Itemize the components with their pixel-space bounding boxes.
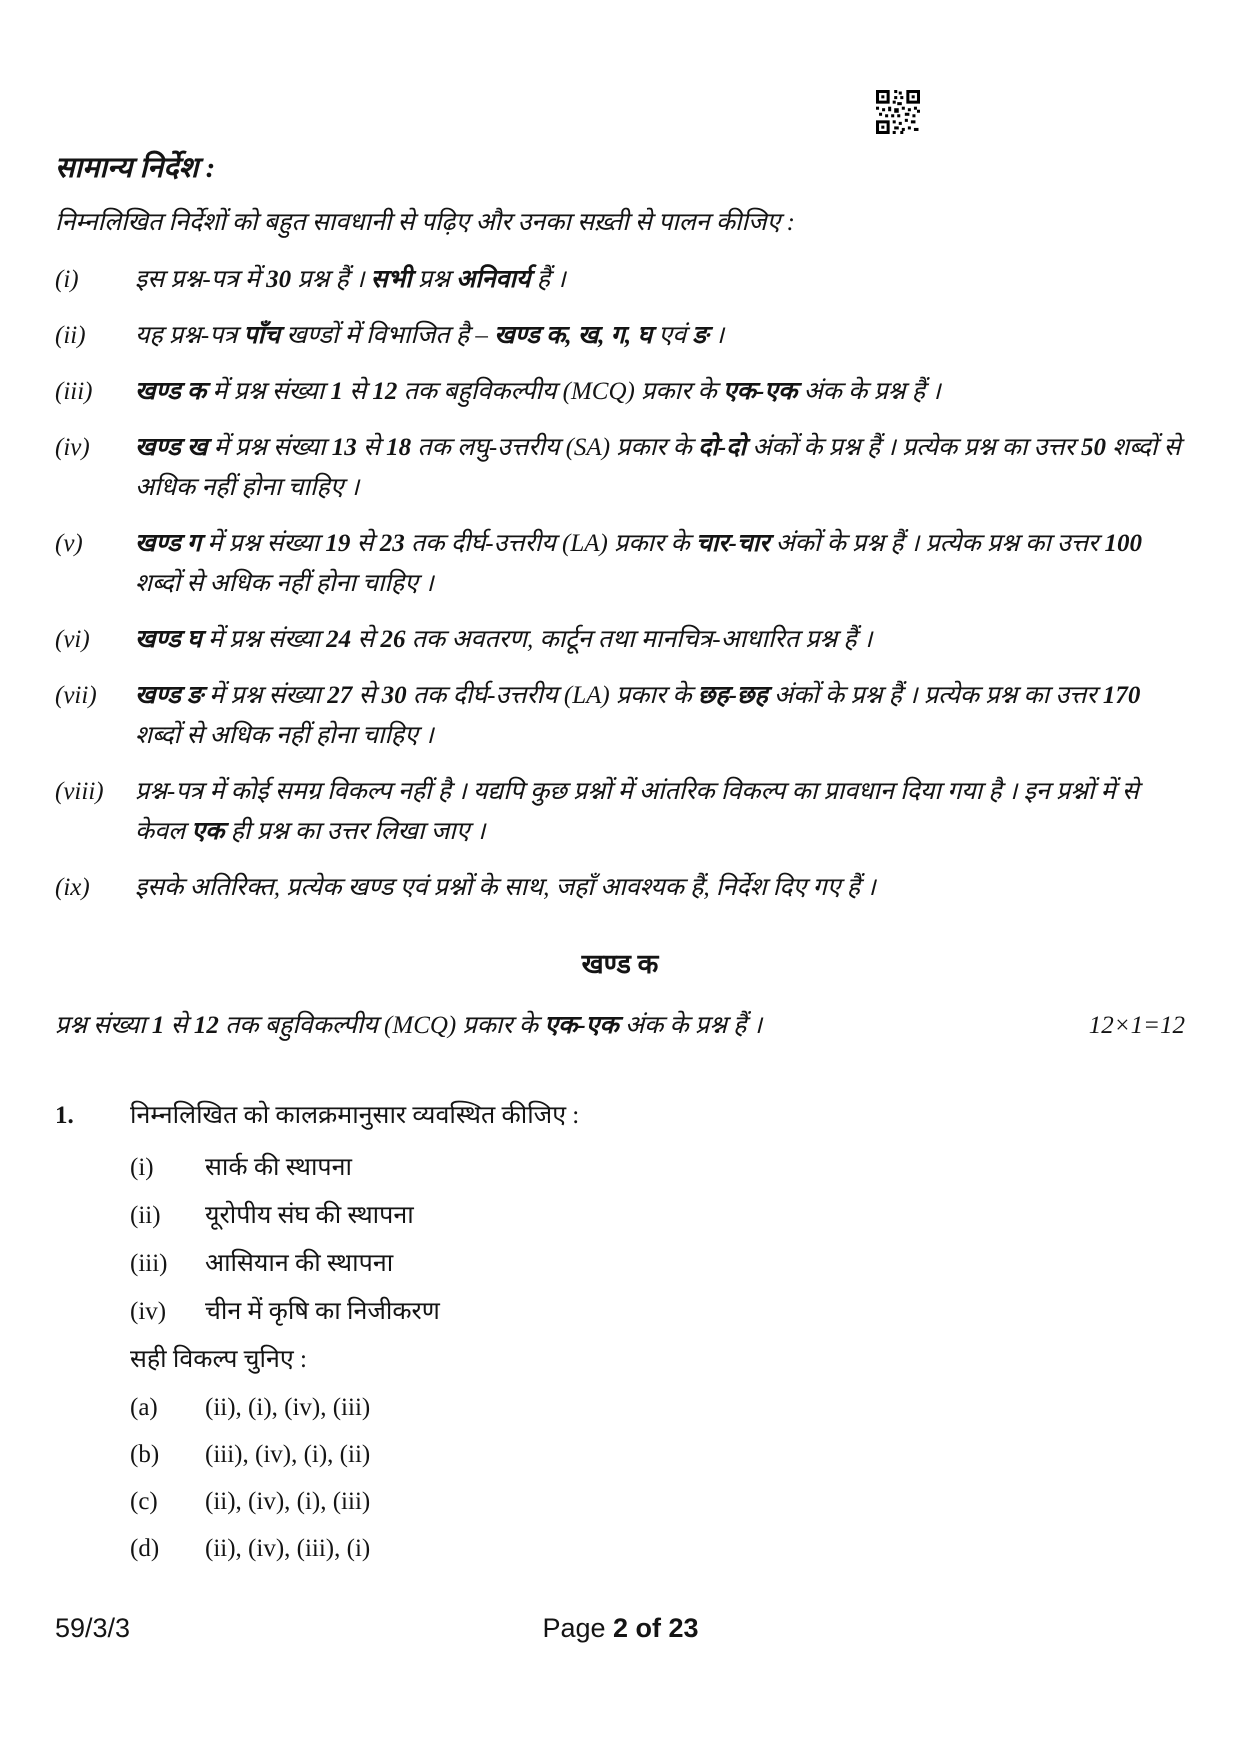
- page-number: Page 2 of 23: [542, 1613, 699, 1643]
- instruction-label: (vii): [55, 682, 97, 709]
- page-content: [55, 148, 1185, 1576]
- question-list-item-label: (iii): [130, 1250, 168, 1277]
- section-a-marks: 12×1=12: [1088, 1012, 1185, 1039]
- instruction-text: प्रश्न-पत्र में कोई समग्र विकल्प नहीं है । यद्यपि कुछ प्रश्नों में आंतरिक विकल्प का प्रावधान दिया गया है । इन प्रश्नों में से केवल एक ही प्रश्न का उत्तर लिखा जाए ।: [135, 778, 1139, 845]
- question-text: निम्नलिखित को कालक्रमानुसार व्यवस्थित कीजिए :: [130, 1102, 580, 1129]
- section-a-intro: [55, 1006, 1185, 1046]
- question-list-item: [130, 1196, 1185, 1236]
- question-list-item-label: (i): [130, 1154, 154, 1181]
- answer-option-text: (ii), (i), (iv), (iii): [205, 1394, 371, 1421]
- instruction-label: (ix): [55, 874, 90, 901]
- instruction-text: खण्ड ग में प्रश्न संख्या 19 से 23 तक दीर्घ-उत्तरीय (LA) प्रकार के चार-चार अंकों के प्रश्न हैं । प्रत्येक प्रश्न का उत्तर 100 शब्दों से अधिक नहीं होना चाहिए ।: [135, 530, 1142, 597]
- qr-code-icon: [876, 90, 920, 134]
- answer-option-label: (a): [130, 1394, 158, 1421]
- question-number: 1.: [55, 1102, 74, 1129]
- instruction-item: [55, 524, 1185, 604]
- instruction-text: खण्ड ख में प्रश्न संख्या 13 से 18 तक लघु-उत्तरीय (SA) प्रकार के दो-दो अंकों के प्रश्न हैं । प्रत्येक प्रश्न का उत्तर 50 शब्दों से अधिक नहीं होना चाहिए ।: [135, 434, 1181, 501]
- answer-option: [130, 1529, 1185, 1569]
- answer-option: [130, 1482, 1185, 1522]
- instruction-label: (vi): [55, 626, 90, 653]
- question-list-item-text: चीन में कृषि का निजीकरण: [205, 1298, 440, 1325]
- instruction-text: इस प्रश्न-पत्र में 30 प्रश्न हैं । सभी प्रश्न अनिवार्य हैं ।: [135, 266, 566, 293]
- question-list-item-text: यूरोपीय संघ की स्थापना: [205, 1202, 414, 1229]
- question-list-item-text: सार्क की स्थापना: [205, 1154, 352, 1181]
- instructions-list: [55, 260, 1185, 908]
- question-list-item: [130, 1292, 1185, 1332]
- answer-option-text: (ii), (iv), (i), (iii): [205, 1488, 371, 1515]
- instruction-item: [55, 772, 1185, 852]
- answer-option-text: (iii), (iv), (i), (ii): [205, 1441, 371, 1468]
- instruction-item: [55, 868, 1185, 908]
- instruction-item: [55, 428, 1185, 508]
- instruction-item: [55, 316, 1185, 356]
- answer-option: [130, 1388, 1185, 1428]
- page-footer: [0, 1608, 1241, 1648]
- instruction-item: [55, 260, 1185, 300]
- instruction-label: (ii): [55, 322, 86, 349]
- instruction-text: यह प्रश्न-पत्र पाँच खण्डों में विभाजित है – खण्ड क, ख, ग, घ एवं ङ ।: [135, 322, 725, 349]
- instruction-item: [55, 620, 1185, 660]
- question-list-item-text: आसियान की स्थापना: [205, 1250, 394, 1277]
- question-list-item: [130, 1244, 1185, 1284]
- question-1: [55, 1096, 1185, 1569]
- general-instructions-intro: निम्नलिखित निर्देशों को बहुत सावधानी से पढ़िए और उनका सख़्ती से पालन कीजिए :: [55, 209, 795, 236]
- instruction-label: (iii): [55, 378, 93, 405]
- general-instructions-heading: सामान्य निर्देश :: [55, 152, 216, 184]
- answer-option-label: (d): [130, 1535, 160, 1562]
- instruction-item: [55, 676, 1185, 756]
- answer-option-label: (c): [130, 1488, 158, 1515]
- instruction-text: खण्ड घ में प्रश्न संख्या 24 से 26 तक अवतरण, कार्टून तथा मानचित्र-आधारित प्रश्न हैं ।: [135, 626, 873, 653]
- instruction-label: (viii): [55, 778, 104, 805]
- instruction-label: (i): [55, 266, 79, 293]
- question-list-item: [130, 1148, 1185, 1188]
- instruction-text: खण्ड क में प्रश्न संख्या 1 से 12 तक बहुविकल्पीय (MCQ) प्रकार के एक-एक अंक के प्रश्न हैं ।: [135, 378, 941, 405]
- instruction-text: खण्ड ङ में प्रश्न संख्या 27 से 30 तक दीर्घ-उत्तरीय (LA) प्रकार के छह-छह अंकों के प्रश्न हैं । प्रत्येक प्रश्न का उत्तर 170 शब्दों से अधिक नहीं होना चाहिए ।: [135, 682, 1141, 749]
- question-list-item-label: (iv): [130, 1298, 167, 1325]
- question-1-head: [55, 1096, 1185, 1136]
- question-list-item-label: (ii): [130, 1202, 161, 1229]
- instruction-label: (iv): [55, 434, 90, 461]
- question-prompt: सही विकल्प चुनिए :: [130, 1346, 307, 1373]
- answer-option-label: (b): [130, 1441, 160, 1468]
- paper-code: 59/3/3: [55, 1613, 131, 1643]
- section-a-intro-text: प्रश्न संख्या 1 से 12 तक बहुविकल्पीय (MCQ) प्रकार के एक-एक अंक के प्रश्न हैं ।: [55, 1012, 763, 1039]
- instruction-text: इसके अतिरिक्त, प्रत्येक खण्ड एवं प्रश्नों के साथ, जहाँ आवश्यक हैं, निर्देश दिए गए हैं ।: [135, 874, 876, 901]
- instruction-item: [55, 372, 1185, 412]
- answer-option-text: (ii), (iv), (iii), (i): [205, 1535, 371, 1562]
- answer-option: [130, 1435, 1185, 1475]
- instruction-label: (v): [55, 530, 83, 557]
- section-a-heading: खण्ड क: [581, 949, 659, 979]
